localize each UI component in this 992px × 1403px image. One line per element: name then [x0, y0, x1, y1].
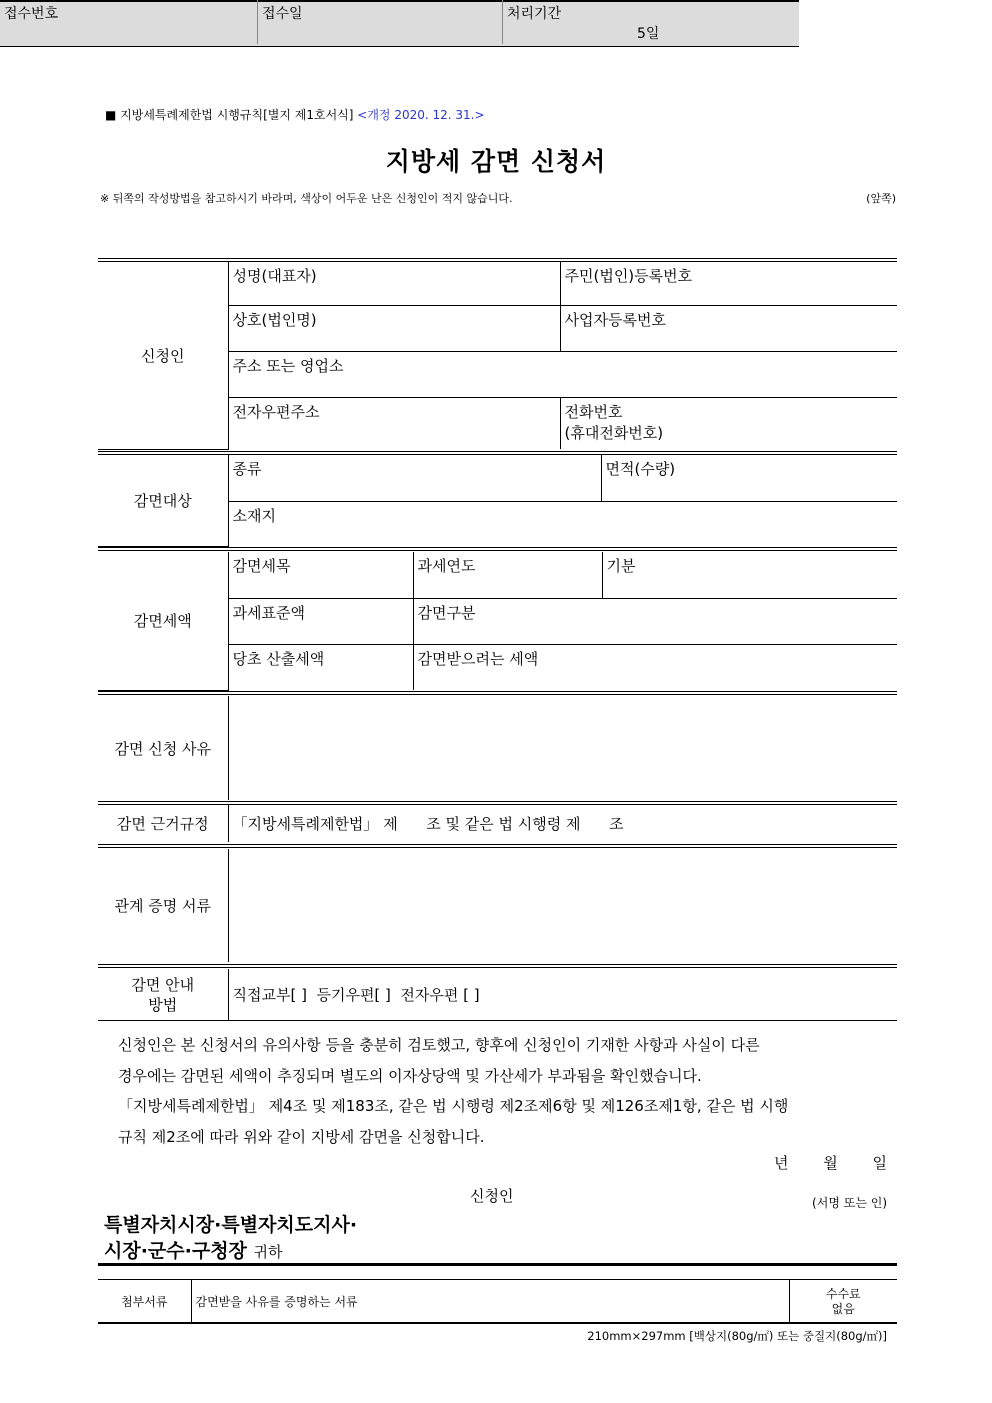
documents-field[interactable] [228, 849, 897, 962]
location-label: 소재지 [232, 506, 276, 525]
fee-label: 수수료 [825, 1286, 861, 1301]
declaration-line: 규칙 제2조에 따라 위와 같이 지방세 감면을 신청합니다. [118, 1127, 485, 1146]
email-label: 전자우편주소 [232, 402, 320, 421]
regulation-text: ■ 지방세특례제한법 시행규칙[별지 제1호서식] [105, 108, 354, 122]
business-number-field[interactable] [560, 305, 897, 351]
tax-base-field[interactable] [228, 598, 413, 644]
type-field[interactable] [228, 455, 601, 501]
form-title: 지방세 감면 신청서 [385, 147, 607, 176]
declaration [118, 1030, 888, 1152]
address-label: 주소 또는 영업소 [232, 356, 344, 375]
fee-cell [789, 1280, 897, 1324]
tax-period-label: 기분 [606, 557, 636, 575]
tax-year-label: 과세연도 [417, 557, 476, 575]
signature-note[interactable]: (서명 또는 인) [812, 1196, 887, 1210]
tax-item-label: 감면세목 [232, 557, 291, 575]
mobile-label: (휴대전화번호) [564, 423, 664, 442]
registration-number-field[interactable] [560, 262, 897, 305]
location-field[interactable] [228, 501, 897, 546]
receipt-number-cell[interactable] [0, 0, 257, 44]
fee-value: 없음 [831, 1301, 855, 1316]
requested-reduction-label: 감면받으려는 세액 [417, 649, 539, 668]
date-line[interactable]: 년 월 일 [773, 1154, 887, 1172]
notice-options[interactable]: 직접교부[ ] 등기우편[ ] 전자우편 [ ] [228, 969, 897, 1020]
reduction-category-label: 감면구분 [417, 603, 476, 622]
basis-label: 감면 근거규정 [98, 805, 228, 842]
tax-section-label: 감면세액 [98, 552, 228, 690]
receipt-bar [0, 0, 799, 47]
recipient-line2: 시장·군수·구청장 귀하 [104, 1240, 283, 1262]
applicant-section-label: 신청인 [98, 262, 228, 449]
reason-section [98, 696, 897, 800]
tax-year-field[interactable] [413, 552, 602, 598]
target-section-label: 감면대상 [98, 455, 228, 546]
attachment-label: 첨부서류 [98, 1280, 191, 1324]
requested-reduction-field[interactable] [413, 644, 897, 690]
section-rule [98, 1020, 897, 1021]
type-label: 종류 [232, 460, 262, 478]
original-tax-label: 당초 산출세액 [232, 649, 325, 668]
double-rule [98, 844, 897, 848]
notice-section [98, 969, 897, 1020]
instruction-note: ※ 뒤쪽의 작성방법을 참고하시기 바라며, 색상이 어두운 난은 신청인이 적지 않습니다. [100, 192, 513, 205]
tax-period-field[interactable] [602, 552, 897, 598]
thick-rule [98, 1263, 897, 1266]
processing-period-label: 처리기간 [507, 6, 562, 22]
form-header [105, 106, 485, 123]
receipt-date-label: 접수일 [262, 6, 303, 22]
target-section [98, 455, 897, 547]
receipt-number-label: 접수번호 [4, 6, 59, 22]
reduction-category-field[interactable] [413, 598, 897, 644]
documents-label: 관계 증명 서류 [98, 849, 228, 962]
area-label: 면적(수량) [605, 460, 676, 478]
reason-field[interactable] [228, 696, 897, 800]
business-number-label: 사업자등록번호 [564, 310, 666, 329]
processing-period-value: 5일 [637, 26, 660, 42]
applicant-sign-label: 신청인 [470, 1187, 514, 1205]
double-rule [98, 964, 897, 968]
documents-section [98, 849, 897, 962]
reason-label: 감면 신청 사유 [98, 696, 228, 800]
company-name-field[interactable] [228, 305, 560, 351]
recipient-line1: 특별자치시장·특별자치도지사· [104, 1214, 358, 1236]
notice-label-line1: 감면 안내 [131, 975, 195, 994]
company-name-label: 상호(법인명) [232, 310, 317, 329]
receipt-date-cell[interactable] [258, 0, 502, 44]
revision-text: <개정 2020. 12. 31.> [357, 108, 485, 122]
phone-field[interactable] [560, 397, 897, 449]
applicant-section [98, 262, 897, 450]
phone-label: 전화번호 [564, 402, 623, 421]
name-label: 성명(대표자) [232, 267, 317, 285]
tax-item-field[interactable] [228, 552, 413, 598]
notice-label [98, 969, 228, 1020]
processing-period-cell [503, 0, 799, 44]
double-rule [98, 547, 897, 551]
area-field[interactable] [601, 455, 897, 501]
paper-spec: 210mm×297mm [백상지(80g/㎡) 또는 중질지(80g/㎡)] [587, 1329, 887, 1343]
address-field[interactable] [228, 351, 897, 397]
basis-field[interactable]: 「지방세특례제한법」 제 조 및 같은 법 시행령 제 조 [228, 805, 897, 842]
tax-section [98, 552, 897, 691]
name-field[interactable] [228, 262, 560, 305]
declaration-line: 「지방세특례제한법」 제4조 및 제183조, 같은 법 시행령 제2조제6항 및 제126조제1항, 같은 법 시행 [118, 1097, 789, 1115]
original-tax-field[interactable] [228, 644, 413, 690]
attachment-content: 감면받을 사유를 증명하는 서류 [191, 1280, 789, 1324]
page-side-label: (앞쪽) [866, 192, 896, 205]
declaration-line: 경우에는 감면된 세액이 추징되며 별도의 이자상당액 및 가산세가 부과됨을 확인했습니다. [118, 1066, 702, 1085]
registration-number-label: 주민(법인)등록번호 [564, 267, 693, 285]
email-field[interactable] [228, 397, 560, 449]
bottom-rule [98, 1322, 897, 1323]
recipient [104, 1212, 357, 1265]
basis-section [98, 805, 897, 842]
tax-base-label: 과세표준액 [232, 603, 305, 622]
notice-label-line2: 방법 [148, 995, 178, 1014]
attachment-table [98, 1279, 897, 1324]
declaration-line: 신청인은 본 신청서의 유의사항 등을 충분히 검토했고, 향후에 신청인이 기재한 사항과 사실이 다른 [118, 1036, 760, 1054]
double-rule [98, 691, 897, 695]
recipient-suffix: 귀하 [253, 1243, 283, 1261]
